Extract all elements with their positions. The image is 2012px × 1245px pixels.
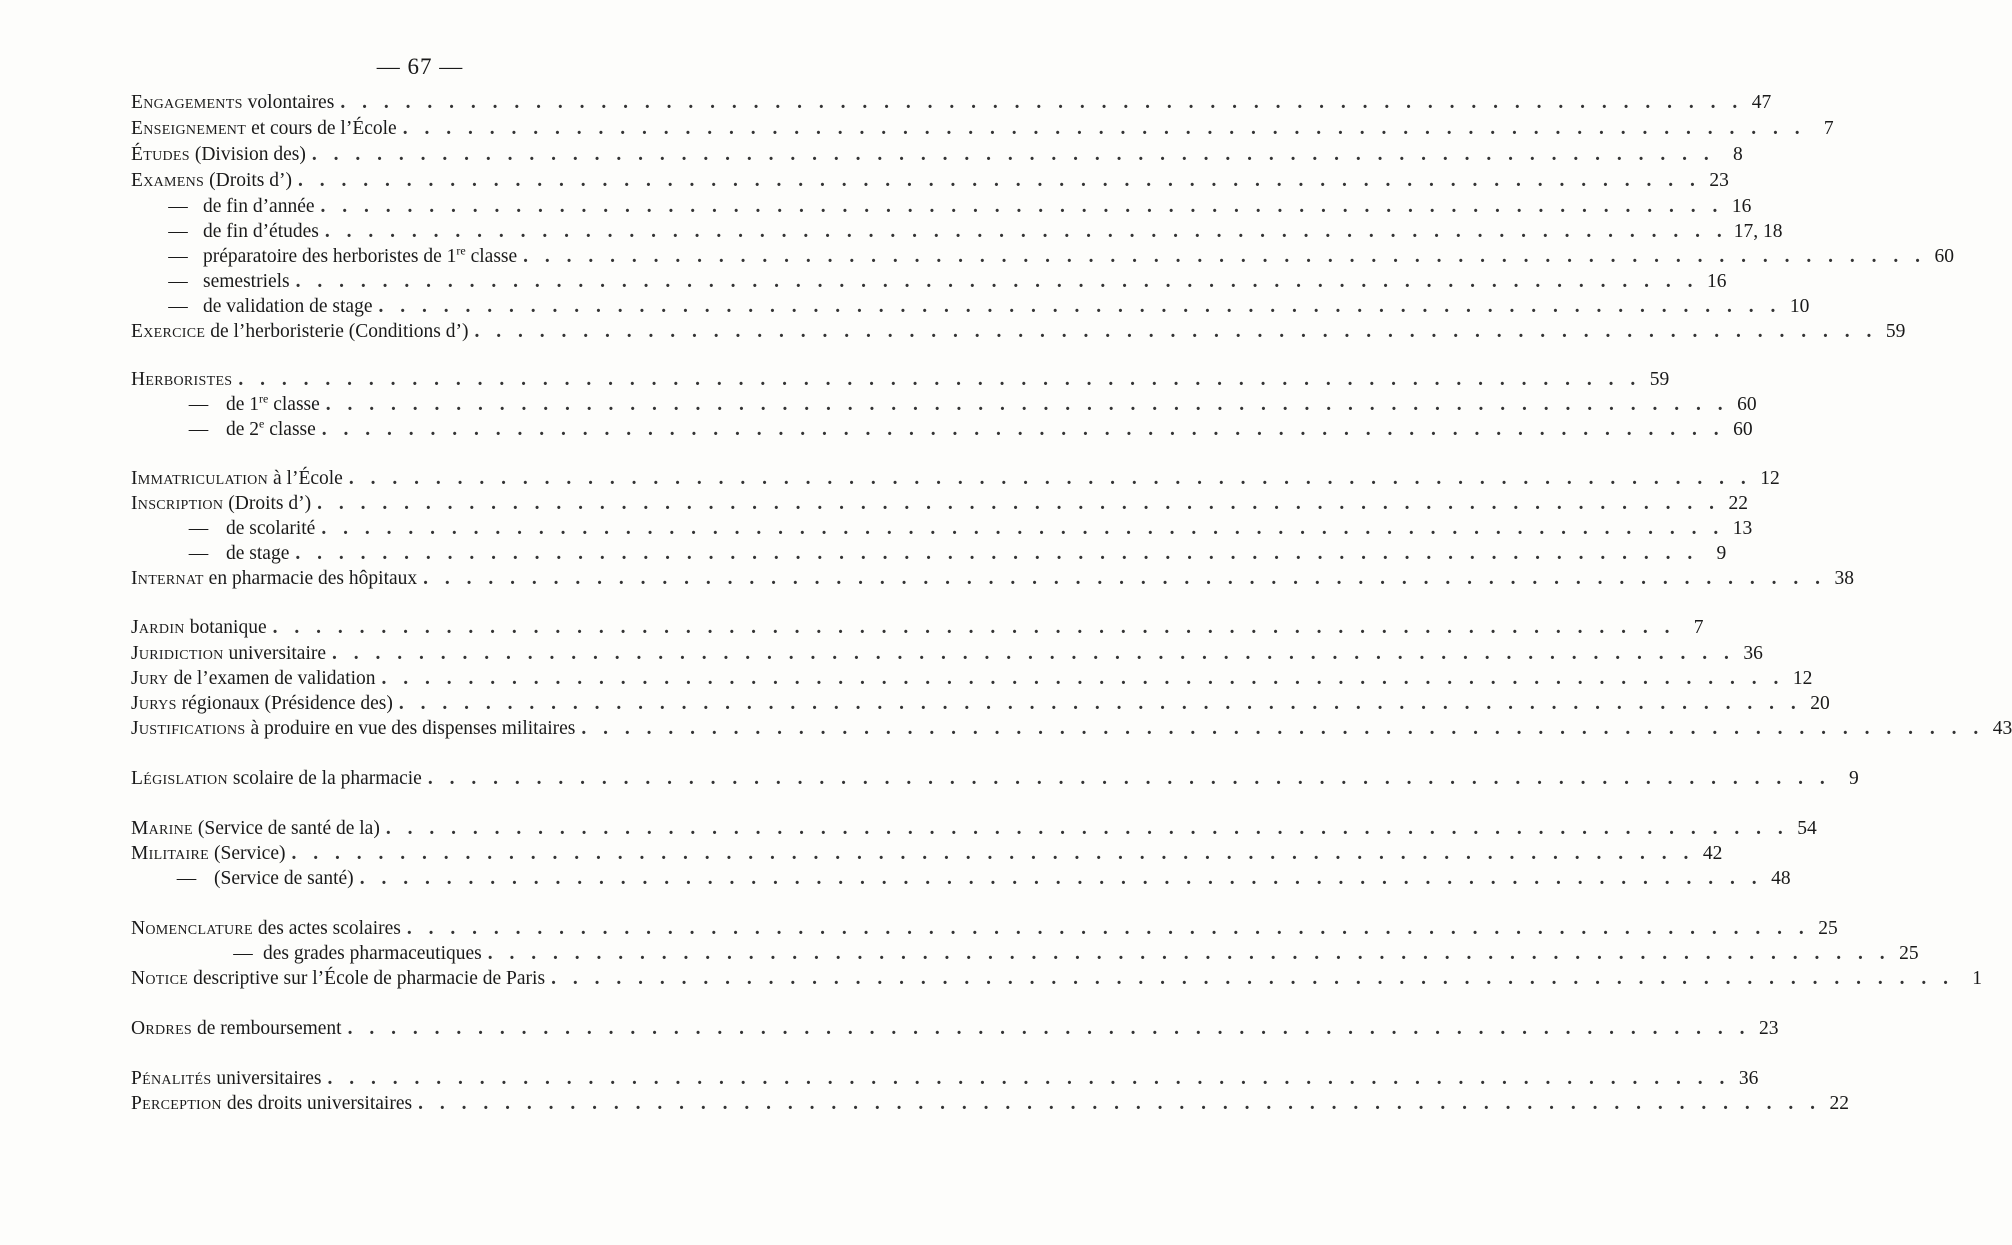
- page-reference: 60: [1737, 394, 1757, 415]
- index-entry: [131, 1091, 1849, 1117]
- index-entry: [131, 866, 1791, 892]
- entry-heading: Ordres: [131, 1018, 193, 1039]
- dot-leader: . . . . . . . . . . . . . . . . . . . . . . . . . . . . . . . . . . . . . . . . . . . . . . . . . . . . . . . . . . . . . . . . .: [418, 1093, 1821, 1114]
- dot-leader: . . . . . . . . . . . . . . . . . . . . . . . . . . . . . . . . . . . . . . . . . . . . . . . . . . . . . . . . . . . . . . . . .: [295, 543, 1699, 564]
- entry-text: de stage: [226, 543, 290, 564]
- page-reference: 10: [1789, 296, 1810, 317]
- dot-leader: . . . . . . . . . . . . . . . . . . . . . . . . . . . . . . . . . . . . . . . . . . . . . . . . . . . . . . . . . . . . . . . . .: [321, 518, 1725, 539]
- dot-leader: . . . . . . . . . . . . . . . . . . . . . . . . . . . . . . . . . . . . . . . . . . . . . . . . . . . . . . . . . . . . . . . . .: [324, 221, 1728, 242]
- index-entry: [131, 243, 1955, 270]
- repeat-dash: —: [168, 296, 188, 317]
- index-entry: [131, 391, 1757, 418]
- entry-heading: Perception: [131, 1093, 222, 1114]
- page-number: — 67 —: [376, 54, 464, 79]
- dot-leader: . . . . . . . . . . . . . . . . . . . . . . . . . . . . . . . . . . . . . . . . . . . . . . . . . . . . . . . . . . . . . . . . .: [381, 668, 1785, 689]
- index-entry: [131, 666, 1813, 692]
- index-entry: [131, 841, 1723, 867]
- entry-text: des droits universitaires: [226, 1093, 413, 1114]
- index-entry: [131, 1066, 1759, 1092]
- index-entry: [131, 516, 1753, 542]
- page-reference: 8: [1732, 144, 1743, 165]
- index-entry: [131, 219, 1783, 245]
- entry-heading: Jardin: [131, 617, 185, 638]
- repeat-dash: —: [176, 868, 197, 889]
- dot-leader: . . . . . . . . . . . . . . . . . . . . . . . . . . . . . . . . . . . . . . . . . . . . . . . . . . . . . . . . . . . . . . . . .: [291, 843, 1695, 864]
- dot-leader: . . . . . . . . . . . . . . . . . . . . . . . . . . . . . . . . . . . . . . . . . . . . . . . . . . . . . . . . . . . . . . . . .: [347, 1018, 1751, 1039]
- index-entry: [131, 269, 1727, 295]
- dot-leader: . . . . . . . . . . . . . . . . . . . . . . . . . . . . . . . . . . . . . . . . . . . . . . . . . . . . . . . . . . . . . . . . .: [402, 118, 1806, 139]
- index-entry: [131, 168, 1729, 194]
- entry-heading: Législation: [131, 768, 228, 789]
- entry-heading: Herboristes: [131, 369, 233, 390]
- page-reference: 22: [1829, 1093, 1849, 1114]
- index-entry: [131, 766, 1859, 792]
- index-entry: [131, 319, 1906, 345]
- repeat-dash: —: [168, 246, 188, 267]
- dot-leader: . . . . . . . . . . . . . . . . . . . . . . . . . . . . . . . . . . . . . . . . . . . . . . . . . . . . . . . . . . . . . . . . .: [427, 768, 1831, 789]
- dot-leader: . . . . . . . . . . . . . . . . . . . . . . . . . . . . . . . . . . . . . . . . . . . . . . . . . . . . . . . . . . . . . . . . .: [348, 468, 1752, 489]
- entry-text: universitaire: [228, 643, 327, 664]
- page-reference: 48: [1771, 868, 1791, 889]
- entry-text: volontaires: [247, 92, 335, 113]
- page-reference: 7: [1693, 617, 1704, 638]
- index-entry: [131, 1016, 1779, 1042]
- entry-heading: Examens: [131, 170, 205, 191]
- page-reference: 60: [1733, 419, 1753, 440]
- page-reference: 22: [1728, 493, 1748, 514]
- page-reference: 1: [1972, 968, 1982, 989]
- entry-text: universitaires: [216, 1068, 322, 1089]
- dot-leader: . . . . . . . . . . . . . . . . . . . . . . . . . . . . . . . . . . . . . . . . . . . . . . . . . . . . . . . . . . . . . . . . .: [551, 968, 1954, 989]
- entry-text: des actes scolaires: [257, 918, 401, 939]
- dot-leader: . . . . . . . . . . . . . . . . . . . . . . . . . . . . . . . . . . . . . . . . . . . . . . . . . . . . . . . . . . . . . . . . .: [340, 92, 1744, 113]
- entry-text: (Division des): [194, 144, 306, 165]
- page-reference: 54: [1797, 818, 1817, 839]
- dot-leader: . . . . . . . . . . . . . . . . . . . . . . . . . . . . . . . . . . . . . . . . . . . . . . . . . . . . . . . . . . . . . . . . .: [406, 918, 1810, 939]
- page-reference: 12: [1760, 468, 1780, 489]
- index-entry: [131, 615, 1704, 641]
- index-entry: [131, 116, 1834, 142]
- entry-heading: Immatriculation: [131, 468, 268, 489]
- entry-heading: Études: [131, 144, 190, 165]
- entry-heading: Marine: [131, 818, 193, 839]
- entry-text: préparatoire des herboristes de 1re classe: [203, 243, 518, 267]
- page-reference: 60: [1934, 246, 1955, 267]
- index-entry: [131, 916, 1838, 942]
- entry-heading: Engagements: [131, 92, 243, 113]
- entry-text: (Droits d’): [228, 493, 312, 514]
- repeat-dash: —: [168, 271, 188, 292]
- page-reference: 23: [1709, 170, 1729, 191]
- index-entry: [131, 816, 1817, 842]
- repeat-dash: —: [168, 221, 188, 242]
- page-reference: 43: [1992, 718, 2012, 739]
- repeat-dash: —: [188, 394, 209, 415]
- entry-heading: Militaire: [131, 843, 210, 864]
- dot-leader: . . . . . . . . . . . . . . . . . . . . . . . . . . . . . . . . . . . . . . . . . . . . . . . . . . . . . . . . . . . . . . . . .: [385, 818, 1789, 839]
- dot-leader: . . . . . . . . . . . . . . . . . . . . . . . . . . . . . . . . . . . . . . . . . . . . . . . . . . . . . . . . . . . . . . . . .: [398, 693, 1802, 714]
- entry-text: botanique: [189, 617, 267, 638]
- page-reference: 23: [1758, 1018, 1779, 1039]
- entry-text: (Droits d’): [209, 170, 292, 191]
- page-reference: 38: [1834, 568, 1855, 589]
- repeat-dash: —: [188, 543, 209, 564]
- entry-heading: Notice: [131, 968, 189, 989]
- entry-text: (Service): [214, 843, 286, 864]
- entry-heading: Inscription: [131, 493, 224, 514]
- index-entry: [131, 566, 1855, 592]
- index-entry: [131, 142, 1743, 168]
- entry-heading: Jury: [131, 668, 169, 689]
- index-entry: [131, 641, 1763, 667]
- index-entry: [131, 966, 1982, 992]
- dot-leader: . . . . . . . . . . . . . . . . . . . . . . . . . . . . . . . . . . . . . . . . . . . . . . . . . . . . . . . . . . . . . . . . .: [320, 196, 1724, 217]
- dot-leader: . . . . . . . . . . . . . . . . . . . . . . . . . . . . . . . . . . . . . . . . . . . . . . . . . . . . . . . . . . . . . . . . .: [378, 296, 1782, 317]
- dot-leader: . . . . . . . . . . . . . . . . . . . . . . . . . . . . . . . . . . . . . . . . . . . . . . . . . . . . . . . . . . . . . . . . .: [272, 617, 1676, 638]
- page-reference: 16: [1707, 271, 1727, 292]
- entry-heading: Justifications: [131, 718, 246, 739]
- page-reference: 7: [1823, 118, 1834, 139]
- dot-leader: . . . . . . . . . . . . . . . . . . . . . . . . . . . . . . . . . . . . . . . . . . . . . . . . . . . . . . . . . . . . . . . . .: [325, 394, 1729, 415]
- dot-leader: . . . . . . . . . . . . . . . . . . . . . . . . . . . . . . . . . . . . . . . . . . . . . . . . . . . . . . . . . . . . . . . . .: [298, 170, 1701, 191]
- dot-leader: . . . . . . . . . . . . . . . . . . . . . . . . . . . . . . . . . . . . . . . . . . . . . . . . . . . . . . . . . . . . . . . . .: [295, 271, 1699, 292]
- index-entry: [131, 90, 1772, 116]
- dot-leader: . . . . . . . . . . . . . . . . . . . . . . . . . . . . . . . . . . . . . . . . . . . . . . . . . . . . . . . . . . . . . . . . .: [581, 718, 1985, 739]
- entry-heading: Exercice: [131, 321, 206, 342]
- entry-text: de l’examen de validation: [173, 668, 376, 689]
- entry-text: (Service de santé de la): [197, 818, 380, 839]
- entry-heading: Enseignement: [131, 118, 247, 139]
- repeat-dash: —: [188, 419, 209, 440]
- page-reference: 36: [1743, 643, 1763, 664]
- index-entry: [131, 416, 1753, 443]
- page-reference: 59: [1885, 321, 1906, 342]
- entry-heading: Internat: [131, 568, 204, 589]
- entry-text: de validation de stage: [203, 296, 373, 317]
- entry-text: de fin d’études: [203, 221, 319, 242]
- entry-text: de l’herboristerie (Conditions d’): [210, 321, 469, 342]
- entry-text: scolaire de la pharmacie: [232, 768, 422, 789]
- entry-text: à l’École: [273, 468, 343, 489]
- page-reference: 9: [1716, 543, 1727, 564]
- index-entry: [131, 691, 1830, 717]
- dot-leader: . . . . . . . . . . . . . . . . . . . . . . . . . . . . . . . . . . . . . . . . . . . . . . . . . . . . . . . . . . . . . . . . .: [238, 369, 1642, 390]
- page-reference: 9: [1848, 768, 1859, 789]
- page-reference: 25: [1818, 918, 1838, 939]
- entry-text: en pharmacie des hôpitaux: [208, 568, 418, 589]
- page-reference: 20: [1810, 693, 1830, 714]
- index-entry: [131, 194, 1752, 220]
- repeat-dash: —: [188, 518, 209, 539]
- index-entry: [131, 941, 1919, 967]
- index-entry: [131, 491, 1748, 517]
- dot-leader: . . . . . . . . . . . . . . . . . . . . . . . . . . . . . . . . . . . . . . . . . . . . . . . . . . . . . . . . . . . . . . . . .: [327, 1068, 1731, 1089]
- index-entry: [131, 294, 1810, 320]
- dot-leader: . . . . . . . . . . . . . . . . . . . . . . . . . . . . . . . . . . . . . . . . . . . . . . . . . . . . . . . . . . . . . . . . .: [423, 568, 1827, 589]
- dot-leader: . . . . . . . . . . . . . . . . . . . . . . . . . . . . . . . . . . . . . . . . . . . . . . . . . . . . . . . . . . . . . . . . .: [321, 419, 1725, 440]
- index-entry: [131, 466, 1780, 492]
- entry-text: régionaux (Présidence des): [181, 693, 393, 714]
- index-entry: [131, 716, 2012, 742]
- page-reference: 16: [1731, 196, 1752, 217]
- dot-leader: . . . . . . . . . . . . . . . . . . . . . . . . . . . . . . . . . . . . . . . . . . . . . . . . . . . . . . . . . . . . . . . . .: [487, 943, 1891, 964]
- entry-text: de 2e classe: [226, 416, 316, 440]
- entry-heading: Nomenclature: [131, 918, 253, 939]
- entry-text: des grades pharmaceutiques: [263, 943, 482, 964]
- index-entry: [131, 367, 1670, 393]
- dot-leader: . . . . . . . . . . . . . . . . . . . . . . . . . . . . . . . . . . . . . . . . . . . . . . . . . . . . . . . . . . . . . . . . .: [332, 643, 1735, 664]
- entry-text: à produire en vue des dispenses militaires: [250, 718, 576, 739]
- entry-heading: Jurys: [131, 693, 177, 714]
- entry-heading: Pénalités: [131, 1068, 212, 1089]
- dot-leader: . . . . . . . . . . . . . . . . . . . . . . . . . . . . . . . . . . . . . . . . . . . . . . . . . . . . . . . . . . . . . . . . .: [474, 321, 1878, 342]
- dot-leader: . . . . . . . . . . . . . . . . . . . . . . . . . . . . . . . . . . . . . . . . . . . . . . . . . . . . . . . . . . . . . . . . .: [523, 246, 1927, 267]
- entry-text: semestriels: [203, 271, 290, 292]
- entry-text: de remboursement: [197, 1018, 342, 1039]
- page-reference: 12: [1792, 668, 1813, 689]
- entry-heading: Juridiction: [131, 643, 224, 664]
- repeat-dash: —: [233, 943, 253, 964]
- entry-text: (Service de santé): [214, 868, 354, 889]
- page-reference: 42: [1702, 843, 1723, 864]
- index-entry: [131, 541, 1727, 567]
- page-reference: 36: [1738, 1068, 1759, 1089]
- dot-leader: . . . . . . . . . . . . . . . . . . . . . . . . . . . . . . . . . . . . . . . . . . . . . . . . . . . . . . . . . . . . . . . . .: [311, 144, 1715, 165]
- repeat-dash: —: [168, 196, 188, 217]
- page-reference: 47: [1751, 92, 1772, 113]
- dot-leader: . . . . . . . . . . . . . . . . . . . . . . . . . . . . . . . . . . . . . . . . . . . . . . . . . . . . . . . . . . . . . . . . .: [359, 868, 1763, 889]
- page-reference: 17, 18: [1733, 221, 1783, 242]
- page-reference: 13: [1732, 518, 1753, 539]
- entry-text: de scolarité: [226, 518, 316, 539]
- entry-text: de fin d’année: [203, 196, 315, 217]
- dot-leader: . . . . . . . . . . . . . . . . . . . . . . . . . . . . . . . . . . . . . . . . . . . . . . . . . . . . . . . . . . . . . . . . .: [317, 493, 1720, 514]
- page-reference: 25: [1899, 943, 1919, 964]
- entry-text: et cours de l’École: [251, 118, 397, 139]
- page-reference: 59: [1649, 369, 1670, 390]
- entry-text: de 1re classe: [226, 391, 320, 415]
- entry-text: descriptive sur l’École de pharmacie de Paris: [193, 968, 546, 989]
